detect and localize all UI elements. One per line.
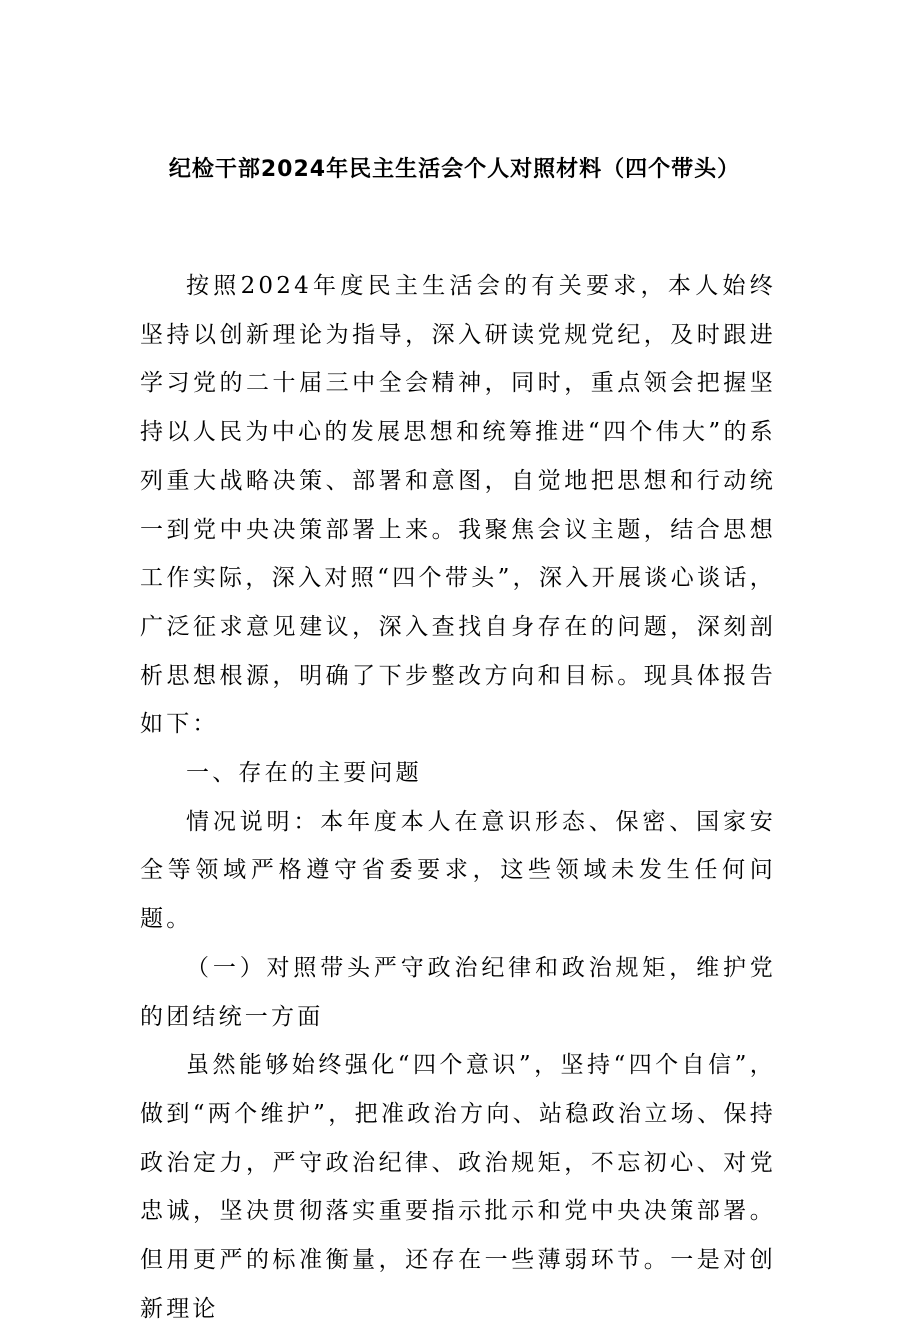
paragraph-situation-note: 情况说明：本年度本人在意识形态、保密、国家安全等领域严格遵守省委要求，这些领域未发生任何问题。 — [140, 808, 776, 933]
document-body — [140, 262, 776, 1333]
paragraph-subsection-1: 虽然能够始终强化“四个意识”，坚持“四个自信”，做到“两个维护”，把准政治方向、站稳政治立场、保持政治定力，严守政治纪律、政治规矩，不忘初心、对党忠诚，坚决贯彻落实重要指示批示和党中央决策部署。但用更严的标准衡量，还存在一些薄弱环节。一是对创新理论 — [140, 1052, 776, 1322]
section-heading-problems: 一、存在的主要问题 — [186, 760, 422, 787]
paragraph-intro: 按照2024年度民主生活会的有关要求，本人始终坚持以创新理论为指导，深入研读党规党纪，及时跟进学习党的二十届三中全会精神，同时，重点领会把握坚持以人民为中心的发展思想和统筹推进“四个伟大”的系列重大战略决策、部署和意图，自觉地把思想和行动统一到党中央决策部署上来。我聚焦会议主题，结合思想工作实际，深入对照“四个带头”，深入开展谈心谈话，广泛征求意见建议，深入查找自身存在的问题，深刻剖析思想根源，明确了下步整改方向和目标。现具体报告如下： — [140, 273, 776, 738]
document-title: 纪检干部2024年民主生活会个人对照材料（四个带头） — [168, 157, 741, 182]
subsection-heading-1: （一）对照带头严守政治纪律和政治规矩，维护党的团结统一方面 — [140, 954, 776, 1030]
